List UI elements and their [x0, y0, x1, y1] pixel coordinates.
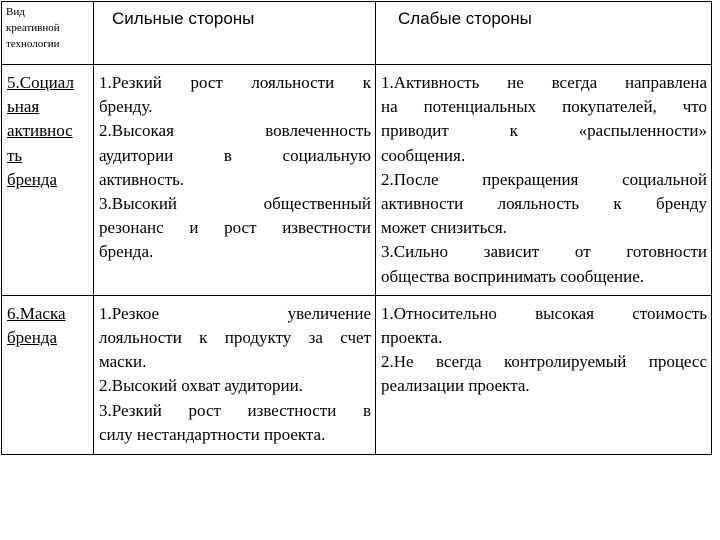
- technology-name-line: активнос: [7, 121, 73, 141]
- weakness-line: 2.Не всегда контролируемый процесс: [381, 352, 707, 372]
- header-strengths: Сильные стороны: [94, 2, 376, 65]
- strength-line: 1.Резкий рост лояльности к: [99, 73, 371, 92]
- header-technology-type: [2, 2, 94, 65]
- technology-name-line: бренда: [7, 169, 57, 189]
- strengths-cell: [94, 295, 376, 454]
- header-row: [2, 2, 712, 65]
- weaknesses-cell: [376, 295, 712, 454]
- weakness-line: может снизиться.: [381, 218, 507, 238]
- comparison-table: [1, 1, 712, 455]
- weakness-line: активности лояльность к бренду: [381, 194, 707, 214]
- strength-line: активность.: [99, 169, 185, 189]
- strength-line: 3.Высокий общественный: [99, 194, 371, 214]
- technology-name-line: бренда: [7, 328, 57, 348]
- strength-line: 2.Высокая вовлеченность: [99, 121, 371, 141]
- header-technology-line: Вид: [6, 6, 25, 18]
- strength-line: бренда.: [99, 242, 154, 262]
- technology-name-line: 5.Социал: [7, 73, 74, 92]
- header-weaknesses: Слабые стороны: [376, 2, 712, 65]
- weaknesses-cell: [376, 65, 712, 296]
- header-technology-line: креативной: [6, 22, 60, 34]
- weakness-line: проекта.: [381, 328, 443, 348]
- technology-name-line: 6.Маска: [7, 303, 66, 323]
- strength-line: аудитории в социальную: [99, 145, 371, 165]
- technology-name: [2, 65, 94, 296]
- strength-line: силу нестандартности проекта.: [99, 424, 326, 444]
- weakness-line: на потенциальных покупателей, что: [381, 97, 707, 117]
- table-row: [2, 295, 712, 454]
- strength-line: бренду.: [99, 97, 153, 117]
- weakness-line: приводит к «распыленности»: [381, 121, 707, 141]
- weakness-line: сообщения.: [381, 145, 466, 165]
- technology-name-line: ьная: [7, 97, 40, 117]
- strength-line: 3.Резкий рост известности в: [99, 400, 371, 420]
- weakness-line: общества воспринимать сообщение.: [381, 266, 645, 286]
- weakness-line: 1.Активность не всегда направлена: [381, 73, 707, 92]
- strength-line: маски.: [99, 352, 147, 372]
- technology-name-line: ть: [7, 145, 23, 165]
- strength-line: 2.Высокий охват аудитории.: [99, 376, 303, 396]
- weakness-line: 3.Сильно зависит от готовности: [381, 242, 707, 262]
- weakness-line: 2.После прекращения социальной: [381, 169, 707, 189]
- table-row: [2, 65, 712, 296]
- technology-name: [2, 295, 94, 454]
- weakness-line: реализации проекта.: [381, 376, 530, 396]
- strength-line: лояльности к продукту за счет: [99, 328, 371, 348]
- strength-line: 1.Резкое увеличение: [99, 303, 371, 323]
- strengths-cell: [94, 65, 376, 296]
- strength-line: резонанс и рост известности: [99, 218, 371, 238]
- header-technology-line: технологии: [6, 38, 60, 50]
- weakness-line: 1.Относительно высокая стоимость: [381, 303, 707, 323]
